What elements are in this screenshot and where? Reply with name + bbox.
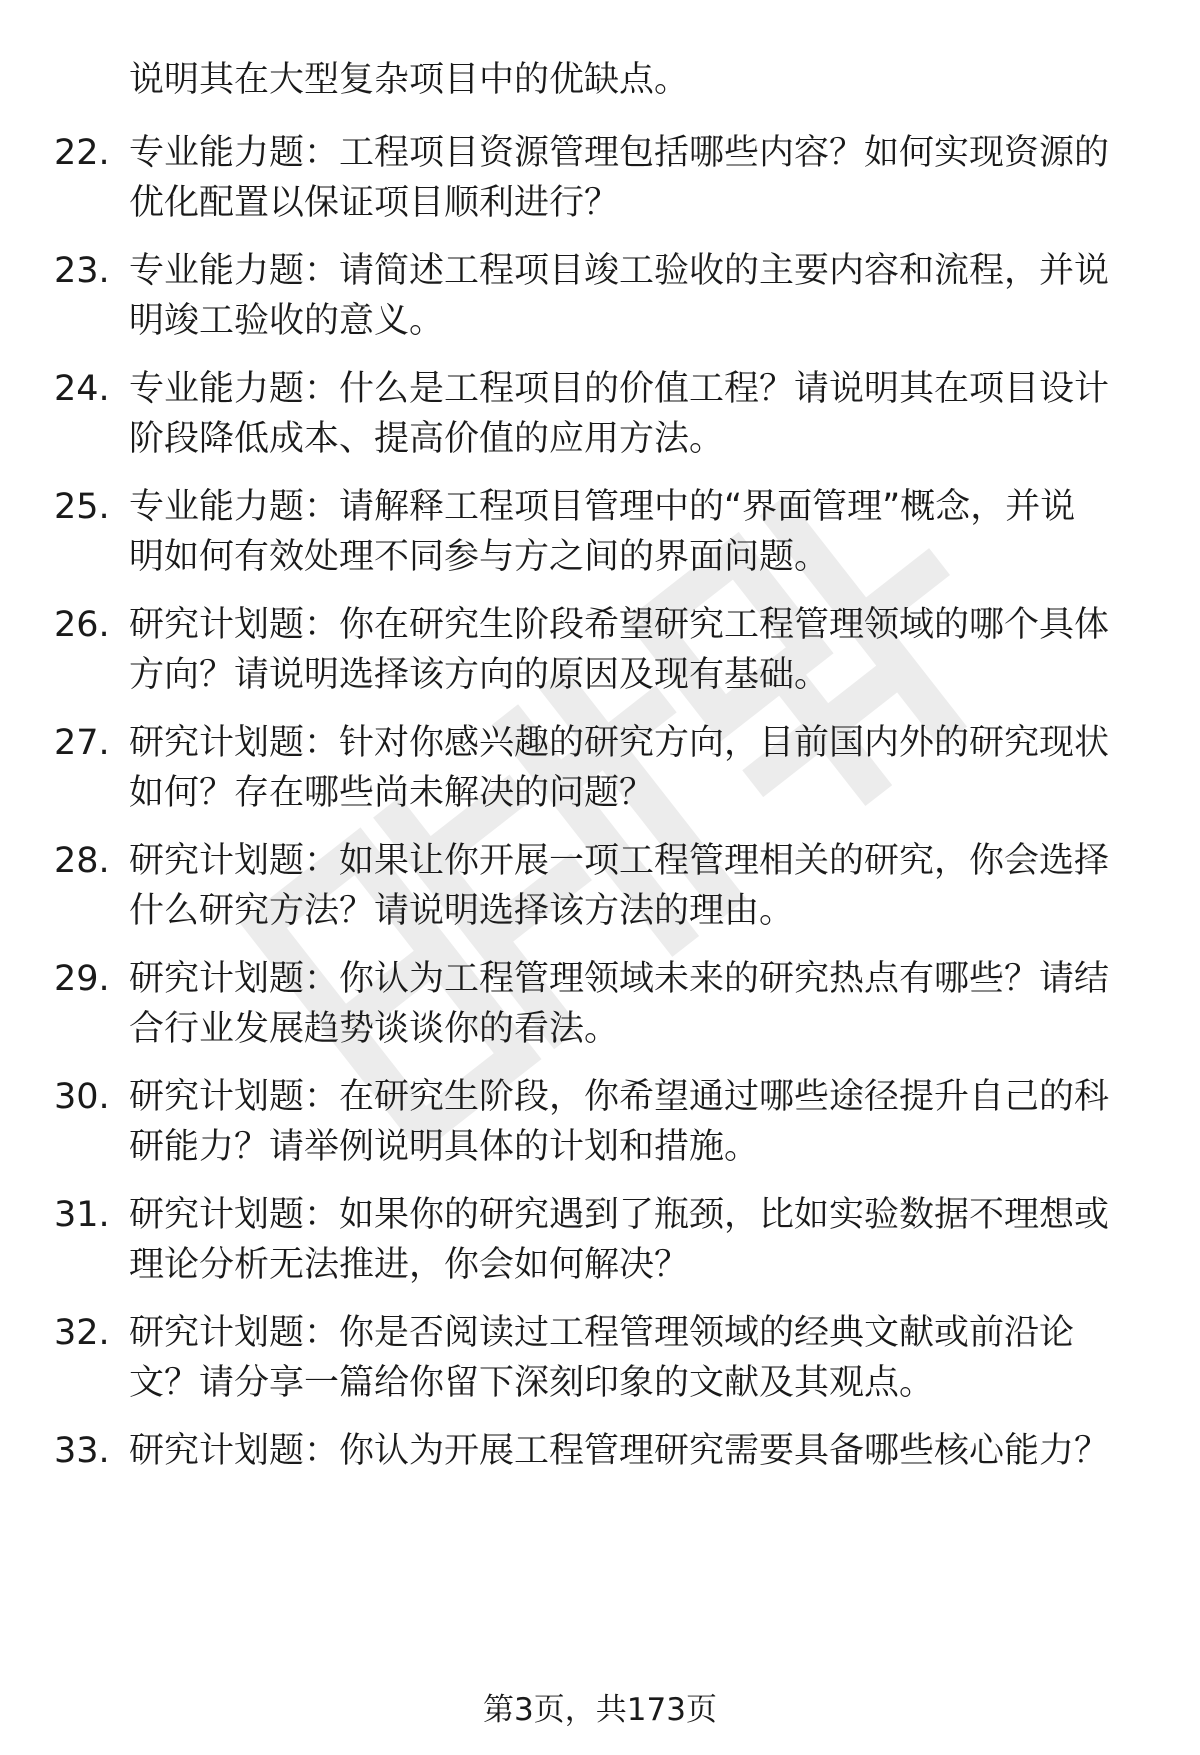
item-text: 研究计划题：在研究生阶段，你希望通过哪些途径提升自己的科 研能力？请举例说明具体的计划和措施。 [129, 1077, 1110, 1167]
item-number: 22. [54, 133, 110, 173]
item-number: 23. [54, 251, 110, 291]
item-text: 研究计划题：你认为工程管理领域未来的研究热点有哪些？请结 合行业发展趋势谈谈你的看法。 [129, 959, 1110, 1049]
item-text: 研究计划题：针对你感兴趣的研究方向，目前国内外的研究现状 如何？存在哪些尚未解决的问题？ [129, 723, 1110, 813]
continuation-text: 说明其在大型复杂项目中的优缺点。 [129, 60, 690, 100]
item-number: 26. [54, 605, 110, 645]
item-text: 专业能力题：什么是工程项目的价值工程？请说明其在项目设计 阶段降低成本、提高价值的应用方法。 [129, 369, 1110, 459]
item-text: 研究计划题：你认为开展工程管理研究需要具备哪些核心能力？ [129, 1431, 1110, 1471]
item-text: 专业能力题：请解释工程项目管理中的“界面管理”概念，并说 明如何有效处理不同参与方之间的界面问题。 [129, 487, 1076, 577]
item-number: 27. [54, 723, 110, 763]
item-number: 25. [54, 487, 110, 527]
item-text: 研究计划题：如果让你开展一项工程管理相关的研究，你会选择 什么研究方法？请说明选择该方法的理由。 [129, 841, 1110, 931]
item-text: 研究计划题：你是否阅读过工程管理领域的经典文献或前沿论 文？请分享一篇给你留下深刻印象的文献及其观点。 [129, 1313, 1075, 1403]
item-text: 研究计划题：你在研究生阶段希望研究工程管理领域的哪个具体 方向？请说明选择该方向的原因及现有基础。 [129, 605, 1110, 695]
item-number: 29. [54, 959, 110, 999]
item-number: 24. [54, 369, 110, 409]
item-number: 32. [54, 1313, 110, 1353]
page-footer: 第3页，共173页 [483, 1692, 717, 1728]
item-text: 专业能力题：请简述工程项目竣工验收的主要内容和流程，并说 明竣工验收的意义。 [129, 251, 1110, 341]
item-number: 33. [54, 1431, 110, 1471]
item-text: 研究计划题：如果你的研究遇到了瓶颈，比如实验数据不理想或 理论分析无法推进，你会如何解决？ [129, 1195, 1110, 1285]
item-text: 专业能力题：工程项目资源管理包括哪些内容？如何实现资源的 优化配置以保证项目顺利进行？ [129, 133, 1110, 223]
item-number: 28. [54, 841, 110, 881]
item-number: 31. [54, 1195, 110, 1235]
item-number: 30. [54, 1077, 110, 1117]
